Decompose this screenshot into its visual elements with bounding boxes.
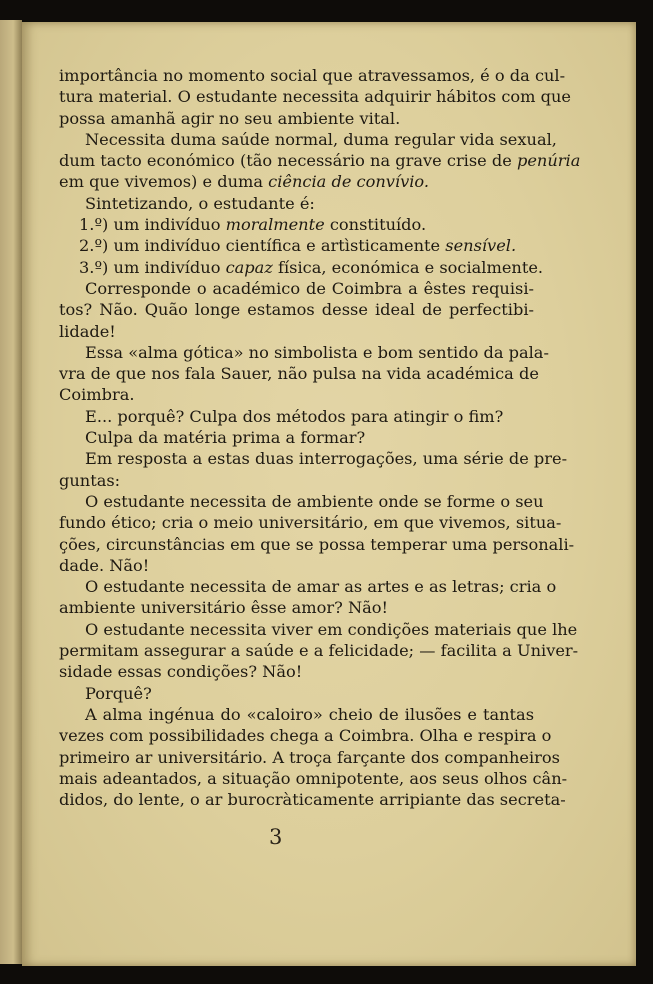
text-line: guntas:	[59, 470, 121, 490]
text-line: permitam assegurar a saúde e a felicidade; — facilita a Univer-	[59, 641, 579, 661]
body-text	[59, 65, 581, 810]
text-line: tura material. O estudante necessita adquirir hábitos com que	[59, 87, 572, 107]
text-span: em que vivemos) e duma	[59, 172, 269, 192]
text-line: fundo ético; cria o meio universitário, em que vivemos, situa-	[59, 513, 562, 533]
text-line: O estudante necessita de amar as artes e as letras; cria o	[85, 577, 557, 597]
text-span: 1.º) um indivíduo	[79, 215, 226, 235]
text-line: ções, circunstâncias em que se possa temperar uma personali-	[59, 534, 575, 554]
text-span: constituído.	[324, 215, 427, 235]
text-line	[59, 171, 534, 192]
list-item	[59, 214, 534, 235]
text-line: tos? Não. Quão longe estamos desse ideal de perfectibi-	[59, 300, 534, 320]
text-line: Corresponde o académico de Coimbra a êstes requisi-	[85, 278, 534, 298]
text-line: sidade essas condições? Não!	[59, 662, 303, 682]
text-line: didos, do lente, o ar burocràticamente arripiante das secreta-	[59, 790, 566, 810]
page-number: 3	[269, 825, 283, 849]
text-line: importância no momento social que atravessamos, é o da cul-	[59, 66, 566, 85]
italic-term: capaz	[225, 257, 273, 277]
text-line: E... porquê? Culpa dos métodos para atingir o fim?	[85, 406, 504, 426]
italic-term: penúria	[516, 151, 581, 171]
previous-page-edge	[0, 20, 22, 964]
text-line	[59, 150, 581, 171]
text-line: mais adeantados, a situação omnipotente, aos seus olhos cân-	[59, 768, 568, 788]
text-span: 2.º) um indivíduo científica e artìsticamente	[79, 236, 446, 256]
text-line: O estudante necessita de ambiente onde se forme o seu	[85, 491, 544, 511]
text-line: Culpa da matéria prima a formar?	[85, 428, 366, 448]
italic-term: sensível.	[445, 236, 517, 256]
text-line: A alma ingénua do «caloiro» cheio de ilusões e tantas	[85, 704, 534, 724]
text-line: dade. Não!	[59, 555, 150, 575]
text-line: Porquê?	[85, 683, 152, 703]
text-span: física, económica e socialmente.	[272, 257, 544, 277]
text-line: O estudante necessita viver em condições materiais que lhe	[85, 619, 578, 639]
text-line: lidade!	[59, 321, 116, 341]
list-item	[59, 235, 534, 256]
text-line: Coimbra.	[59, 385, 135, 405]
text-line: Essa «alma gótica» no simbolista e bom sentido da pala-	[85, 342, 549, 362]
text-line: vezes com possibilidades chega a Coimbra. Olha e respira o	[59, 726, 552, 746]
text-line: primeiro ar universitário. A troça farçante dos companheiros	[59, 747, 560, 767]
text-span: dum tacto económico (tão necessário na grave crise de	[59, 151, 517, 171]
text-line: vra de que nos fala Sauer, não pulsa na vida académica de	[59, 364, 539, 384]
text-line: Em resposta a estas duas interrogações, uma série de pre-	[85, 449, 568, 469]
italic-term: moralmente	[225, 215, 325, 235]
text-line: Sintetizando, o estudante é:	[85, 193, 315, 213]
book-page	[22, 22, 636, 966]
text-line: ambiente universitário êsse amor? Não!	[59, 598, 389, 618]
text-line: possa amanhã agir no seu ambiente vital.	[59, 108, 401, 128]
italic-term: ciência de convívio.	[268, 172, 430, 192]
list-item	[59, 257, 544, 278]
text-span: 3.º) um indivíduo	[79, 257, 226, 277]
text-line: Necessita duma saúde normal, duma regular vida sexual,	[85, 129, 557, 149]
